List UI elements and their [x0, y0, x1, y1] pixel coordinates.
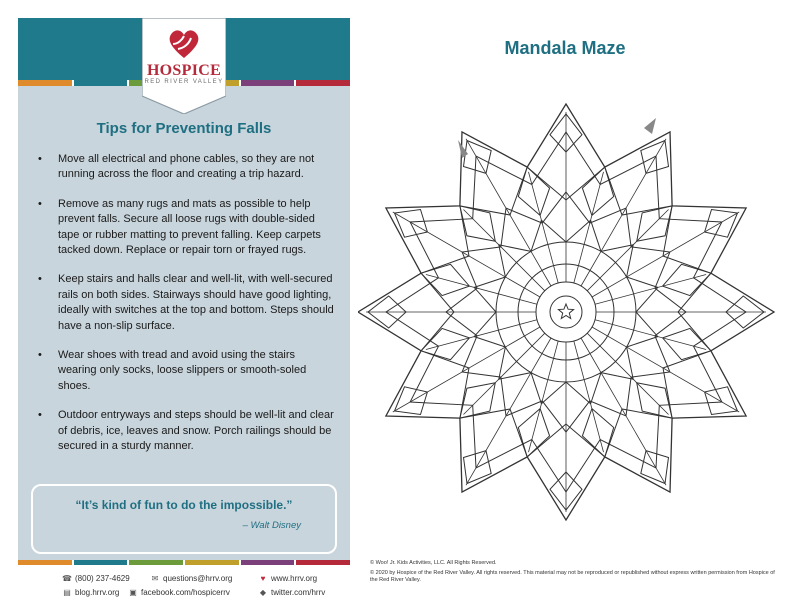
phone-text: (800) 237-4629 [75, 574, 130, 583]
blog-text: blog.hrrv.org [75, 588, 120, 597]
twitter-text: twitter.com/hrrv [271, 588, 326, 597]
contact-website[interactable] [258, 574, 317, 583]
email-text: questions@hrrv.org [163, 574, 233, 583]
maze-center-circle [550, 296, 582, 328]
website-text: www.hrrv.org [271, 574, 318, 583]
maze-entry-arrow-icon [644, 118, 656, 134]
tip-item: • Keep stairs and halls clear and well-lit, with well-secured rails on both sides. Stairways should have good lighting, ideally with switches at the top and bottom. Steps should have a non-slip surface. [38, 272, 334, 334]
maze-wall [595, 275, 706, 305]
maze-goal-star-icon [558, 304, 573, 319]
contact-email[interactable] [150, 574, 258, 583]
maze-wall [393, 212, 540, 297]
logo-wordmark [142, 62, 226, 85]
blog-icon: ▤ [63, 588, 71, 597]
contact-facebook[interactable] [128, 588, 258, 597]
stripe [129, 560, 183, 565]
mandala-maze[interactable] [358, 98, 778, 522]
copyright-line-1: © Woo! Jr. Kids Activities, LLC. All Rights Reserved. [370, 560, 497, 566]
heart-icon: ♥ [260, 574, 266, 583]
phone-icon: ☎ [62, 574, 72, 583]
maze-wall [466, 338, 551, 485]
contact-info [62, 574, 362, 602]
maze-wall [426, 275, 537, 305]
tip-item: • Outdoor entryways and steps should be well-lit and clear of debris, ice, leaves and snow. Porch railings should be secured in a sturdy manner. [38, 408, 334, 454]
maze-wall [574, 341, 604, 452]
maze-wall [529, 341, 559, 452]
facebook-icon: ▣ [129, 588, 137, 597]
stripe [296, 560, 350, 565]
facebook-text: facebook.com/hospicerrv [141, 588, 230, 597]
contact-blog[interactable] [62, 588, 128, 597]
maze-wall [574, 172, 604, 283]
maze-wall [393, 327, 540, 412]
stripe [185, 560, 239, 565]
maze-title: Mandala Maze [504, 38, 626, 58]
contact-twitter[interactable] [258, 588, 325, 597]
quote-author: – Walt Disney [242, 520, 301, 531]
copyright-line-2: © 2020 by Hospice of the Red River Valley. All rights reserved. This material may not be reproduced or republished without express written permission from Hospice of the Red River Valley. [370, 570, 775, 583]
stripe [18, 560, 72, 565]
maze-wall [595, 320, 706, 350]
maze-wall [581, 338, 666, 485]
maze-wall [466, 139, 551, 286]
twitter-icon: ◆ [259, 588, 267, 597]
tip-item: • Wear shoes with tread and avoid using the stairs wearing only socks, loose slippers or smooth-soled shoes. [38, 348, 334, 394]
tips-list [38, 152, 334, 469]
maze-wall [581, 139, 666, 286]
quote-text: “It’s kind of fun to do the impossible.” [75, 498, 293, 512]
contact-phone[interactable] [62, 574, 150, 583]
tips-title: Tips for Preventing Falls [96, 120, 272, 137]
stripe [241, 560, 295, 565]
logo-tagline: RED RIVER VALLEY [144, 79, 224, 85]
maze-wall [426, 320, 537, 350]
bottom-color-stripes [18, 560, 350, 565]
stripe [74, 560, 128, 565]
quote-box [31, 484, 337, 554]
maze-circle [536, 282, 596, 342]
maze-wall [529, 172, 559, 283]
tip-item: • Move all electrical and phone cables, so they are not running across the floor and creating a trip hazard. [38, 152, 334, 183]
maze-wall [592, 212, 739, 297]
tip-item: • Remove as many rugs and mats as possible to help prevent falls. Secure all loose rugs with double-sided tape or rubber matting to prevent falling. Keep carpets tacked down. Replace or repair torn or frayed rugs. [38, 197, 334, 259]
mail-icon: ✉ [151, 574, 159, 583]
logo-name: HOSPICE [146, 62, 222, 79]
maze-wall [592, 327, 739, 412]
tips-panel [18, 18, 350, 560]
